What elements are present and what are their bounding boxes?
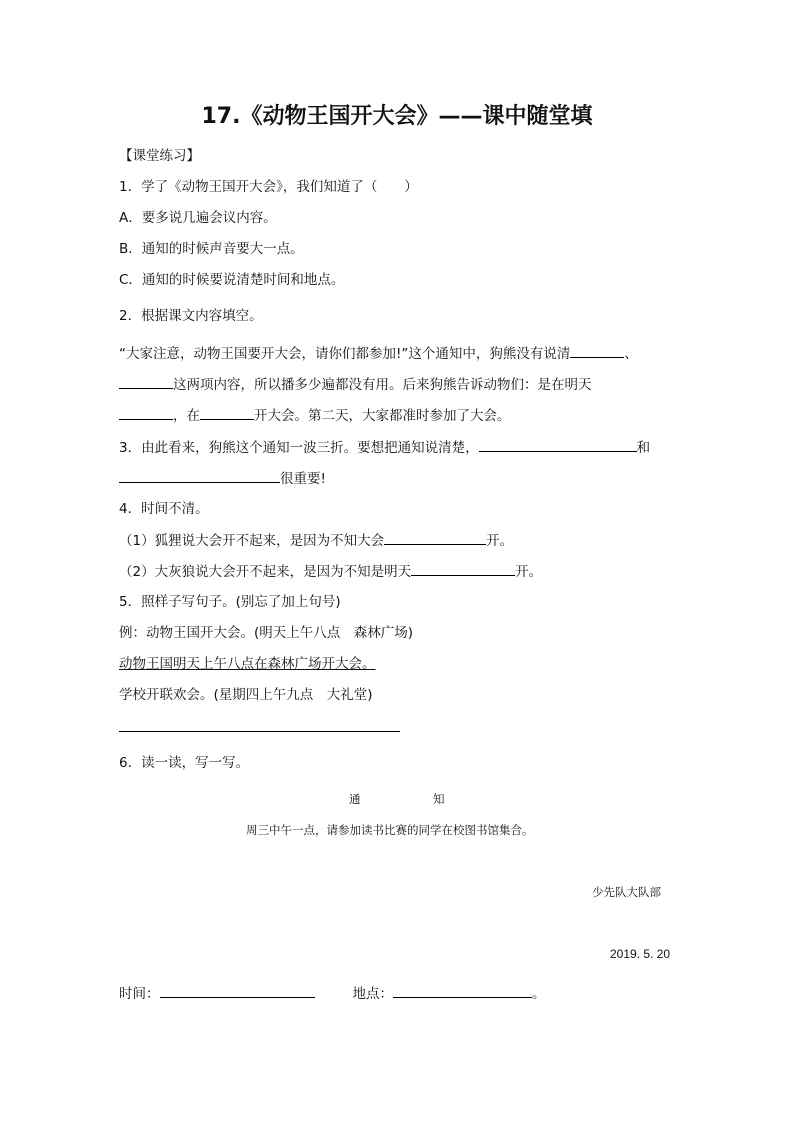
q1-stem: 1．学了《动物王国开大会》，我们知道了（ ） (119, 179, 418, 195)
q1-option-a: A．要多说几遍会议内容。 (119, 210, 277, 226)
q2-line-2 (119, 374, 592, 395)
fill-blank[interactable] (119, 405, 173, 420)
q1-option-c: C．通知的时候要说清楚时间和地点。 (119, 272, 345, 288)
notice-title-char-2: 知 (433, 792, 445, 806)
q5-example-answer: 动物王国明天上午八点在森林广场开大会。 (119, 656, 376, 672)
time-blank[interactable] (160, 983, 315, 998)
q5-example: 例：动物王国开大会。(明天上午八点 森林广场) (119, 625, 414, 641)
fill-blank[interactable] (119, 468, 280, 483)
q2-text: ，在 (173, 408, 200, 424)
q4-stem: 4．时间不清。 (119, 501, 209, 517)
fill-blank[interactable] (119, 374, 173, 389)
q3-line-2 (119, 468, 326, 489)
q5-stem: 5．照样子写句子。(别忘了加上句号) (119, 594, 341, 610)
q4-text: （1）狐狸说大会开不起来，是因为不知大会 (119, 533, 385, 549)
q6-stem: 6．读一读，写一写。 (119, 755, 250, 771)
q2-stem: 2．根据课文内容填空。 (119, 308, 263, 324)
notice-date: 2019. 5. 20 (610, 947, 671, 961)
fill-blank[interactable] (411, 561, 515, 576)
section-heading: 【课堂练习】 (119, 148, 200, 164)
q2-text: “大家注意，动物王国要开大会，请你们都参加!”这个通知中，狗熊没有说清 (119, 346, 571, 362)
q3-line-1 (119, 437, 650, 458)
answer-line[interactable] (119, 731, 400, 732)
fill-blank[interactable] (570, 343, 624, 358)
notice-title-char-1: 通 (349, 792, 361, 806)
place-blank[interactable] (393, 983, 532, 998)
place-label: 地点： (352, 986, 393, 1002)
q2-line-3 (119, 405, 511, 426)
end-mark: 。 (532, 986, 546, 1002)
q4-item-1 (119, 530, 513, 551)
notice-signer: 少先队大队部 (592, 885, 661, 899)
q4-item-2 (119, 561, 542, 582)
fill-blank[interactable] (200, 405, 254, 420)
fill-blank[interactable] (384, 530, 486, 545)
q4-text: 开。 (515, 564, 543, 580)
q2-text: 这两项内容，所以播多少遍都没有用。后来狗熊告诉动物们：是在明天 (173, 377, 592, 393)
fill-blank[interactable] (479, 437, 637, 452)
page-title: 17.《动物王国开大会》——课中随堂填 (201, 104, 593, 129)
q2-line-1 (119, 343, 638, 364)
q6-answer-line (119, 983, 546, 1004)
q2-text: 开大会。第二天，大家都准时参加了大会。 (254, 408, 511, 424)
q3-text: 3．由此看来，狗熊这个通知一波三折。要想把通知说清楚， (119, 440, 479, 456)
q2-separator: 、 (624, 346, 638, 362)
q4-text: （2）大灰狼说大会开不起来，是因为不知是明天 (119, 564, 412, 580)
time-label: 时间： (119, 986, 160, 1002)
q3-text: 和 (636, 440, 651, 456)
q4-text: 开。 (486, 533, 514, 549)
q5-task: 学校开联欢会。(星期四上午九点 大礼堂) (119, 687, 373, 703)
q1-option-b: B．通知的时候声音要大一点。 (119, 241, 304, 257)
notice-body: 周三中午一点，请参加读书比赛的同学在校图书馆集合。 (246, 823, 534, 837)
q3-text: 很重要! (280, 471, 326, 487)
